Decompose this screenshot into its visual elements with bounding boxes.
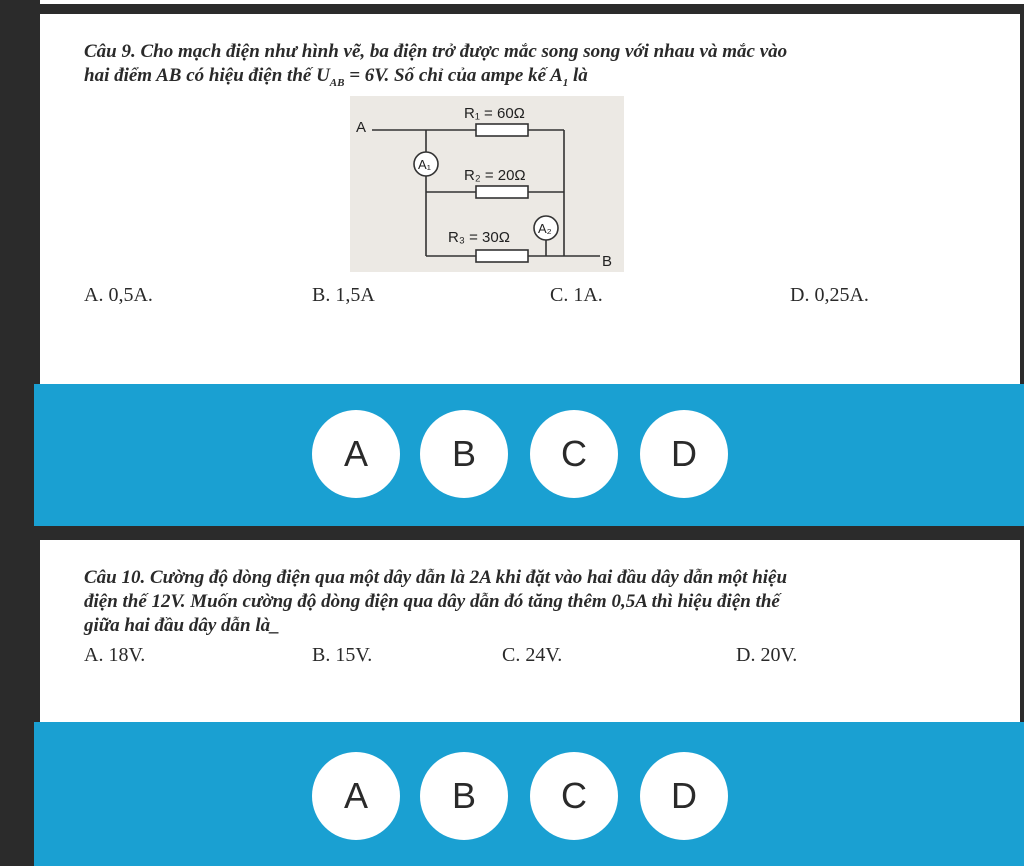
- node-a-label: A: [356, 119, 367, 136]
- q9-option-d: D. 0,25A.: [790, 284, 869, 306]
- q10-option-c: C. 24V.: [502, 644, 563, 666]
- r2-label: R₂ = 20Ω: [464, 167, 526, 184]
- question-10-line1: Câu 10. Cường độ dòng điện qua một dây dẫn là 2A khi đặt vào hai đầu dây dẫn một hiệu: [84, 567, 788, 588]
- top-divider: [40, 0, 1024, 4]
- q9-answer-c-button[interactable]: C: [530, 410, 618, 498]
- question-10-text: [84, 566, 990, 638]
- question-9-line2: hai điểm AB có hiệu điện thế $U_{AB} = 6V$. Số chỉ của ampe kế $A_1$ là: [84, 65, 588, 89]
- q9-option-c: C. 1A.: [550, 284, 603, 306]
- question-9-text: [84, 40, 990, 95]
- q9-option-b: B. 1,5A: [312, 284, 375, 306]
- question-10-line2: điện thế 12V. Muốn cường độ dòng điện qua dây dẫn đó tăng thêm 0,5A thì hiệu điện thế: [84, 591, 780, 612]
- r3-label: R₃ = 30Ω: [448, 229, 510, 246]
- q9-answer-d-button[interactable]: D: [640, 410, 728, 498]
- q9-answer-a-button[interactable]: A: [312, 410, 400, 498]
- node-b-label: B: [602, 253, 613, 270]
- question-10-card: [40, 540, 1020, 722]
- r1-label: R₁ = 60Ω: [464, 105, 525, 122]
- q10-answer-b-button[interactable]: B: [420, 752, 508, 840]
- question-9-line1: Câu 9. Cho mạch điện như hình vẽ, ba điện trở được mắc song song với nhau và mắc vào: [84, 41, 788, 62]
- answer-band-q10: [34, 722, 1024, 866]
- q9-answer-b-button[interactable]: B: [420, 410, 508, 498]
- circuit-diagram: [350, 96, 624, 272]
- q9-option-a: A. 0,5A.: [84, 284, 153, 306]
- question-9-card: [40, 14, 1020, 384]
- answer-band-q9: [34, 384, 1024, 526]
- q10-answer-a-button[interactable]: A: [312, 752, 400, 840]
- q10-option-b: B. 15V.: [312, 644, 373, 666]
- q10-option-d: D. 20V.: [736, 644, 798, 666]
- ammeter-a1-label: A₁: [418, 157, 432, 172]
- q10-answer-d-button[interactable]: D: [640, 752, 728, 840]
- q10-option-a: A. 18V.: [84, 644, 146, 666]
- q10-answer-c-button[interactable]: C: [530, 752, 618, 840]
- question-10-line3: giữa hai đầu dây dẫn là_: [84, 615, 280, 636]
- ammeter-a2-label: A₂: [538, 221, 552, 236]
